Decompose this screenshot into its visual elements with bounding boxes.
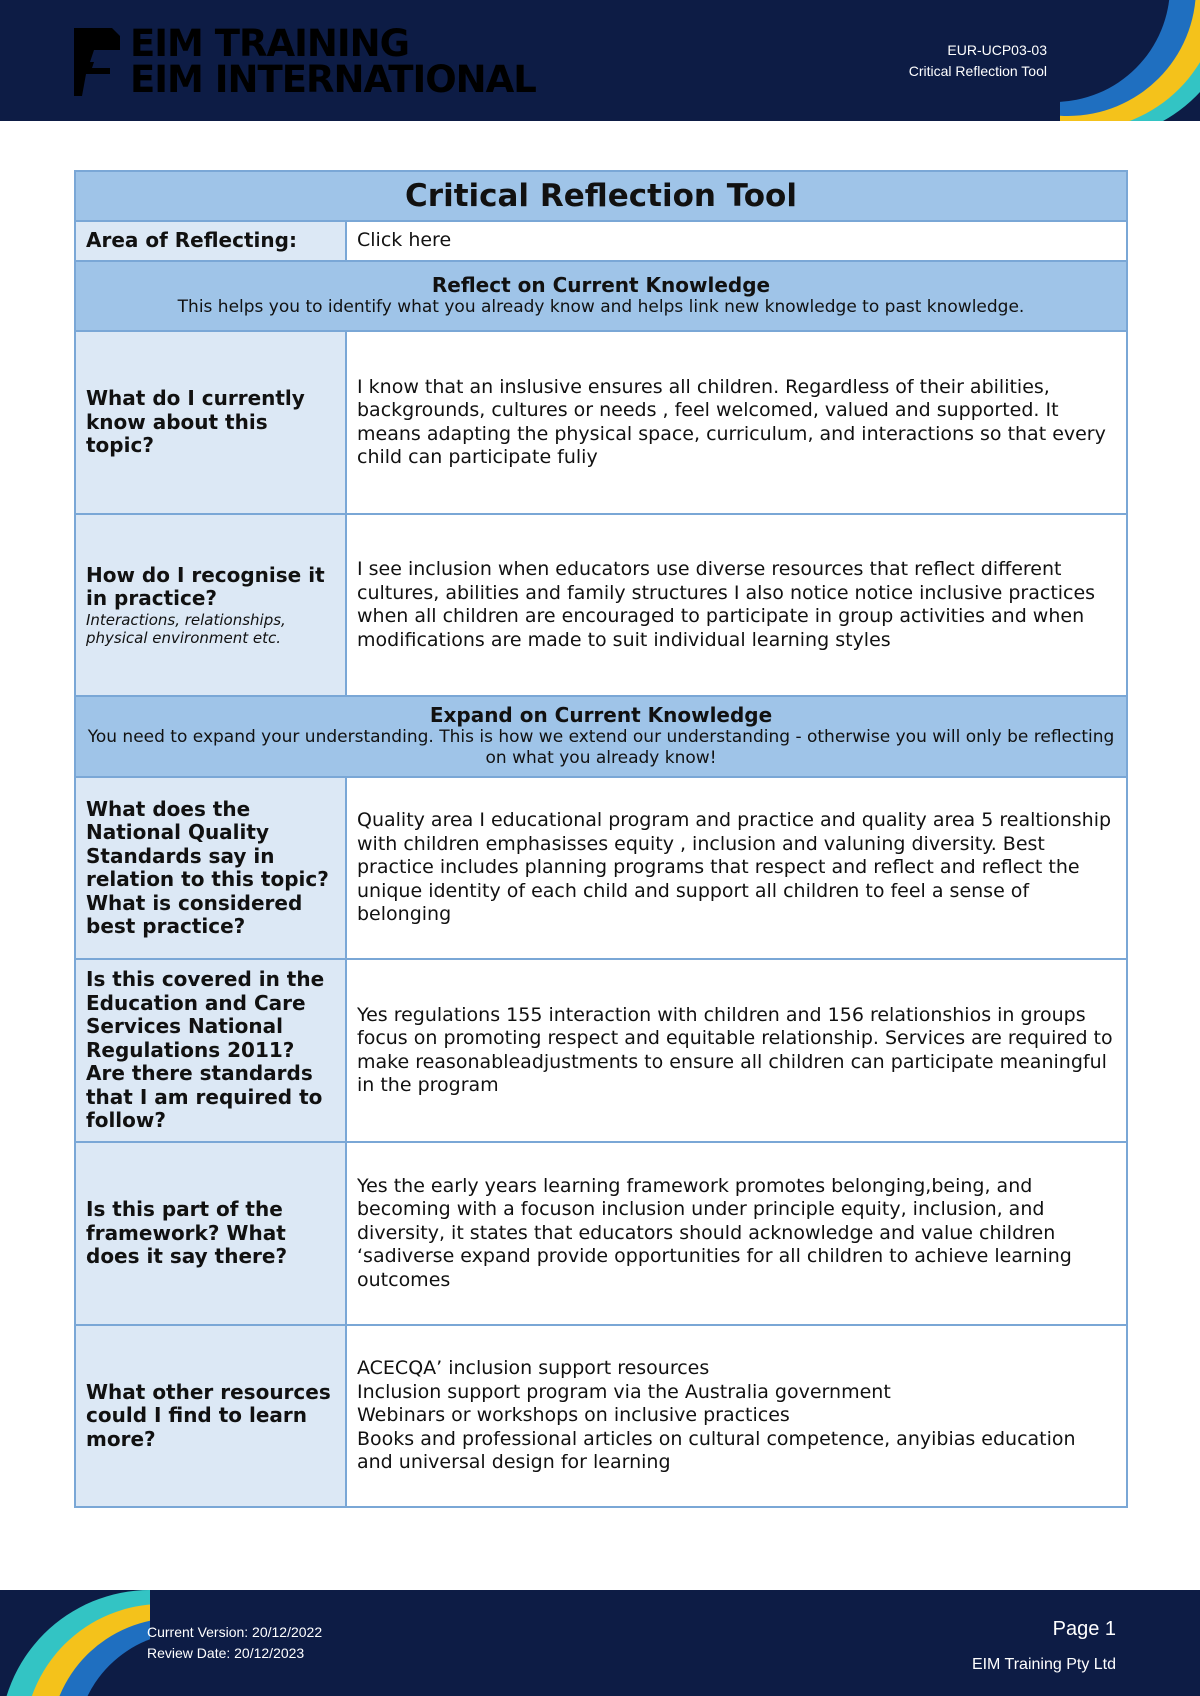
page-number: Page 1	[1052, 1618, 1116, 1640]
section-expand	[75, 696, 1127, 777]
eim-logo-mark-icon	[74, 28, 120, 96]
review-date: Review Date: 20/12/2023	[147, 1645, 305, 1661]
company-name: EIM Training Pty Ltd	[971, 1656, 1116, 1673]
question-national-quality-standards: What does the National Quality Standards say in relation to this topic? What is considered best practice?	[75, 777, 346, 959]
document-title: Critical Reflection Tool	[908, 63, 1047, 79]
section-reflect-subtitle: This helps you to identify what you already know and helps link new knowledge to past knowledge.	[177, 297, 1025, 317]
area-input[interactable]: Click here	[346, 221, 1127, 261]
section-expand-subtitle: You need to expand your understanding. This is how we extend our understanding - otherwise you will only be reflecting on what you already know!	[87, 727, 1115, 768]
form-title: Critical Reflection Tool	[75, 171, 1127, 221]
version-info	[147, 1622, 322, 1664]
area-label: Area of Reflecting:	[75, 221, 346, 261]
question-framework: Is this part of the framework? What does it say there?	[75, 1142, 346, 1325]
question-recognise-practice-label: How do I recognise it in practice?	[86, 562, 325, 610]
section-reflect	[75, 261, 1127, 331]
question-other-resources: What other resources could I find to learn more?	[75, 1325, 346, 1507]
answer-recognise-practice[interactable]: I see inclusion when educators use diverse resources that reflect different cultures, abilities and family structures I also notice notice inclusive practices when all children are encouraged to participate in group activities and when modifications are made to suit individual learning styles	[346, 514, 1127, 696]
current-version: Current Version: 20/12/2022	[147, 1624, 323, 1640]
logo-line-1: EIM TRAINING	[130, 22, 409, 65]
document-reference	[909, 40, 1047, 82]
eim-logo	[74, 22, 536, 101]
page-footer	[0, 1590, 1200, 1696]
answer-national-quality-standards[interactable]: Quality area I educational program and practice and quality area 5 realtionship with children emphasisses equity , inclusion and valuning diversity. Best practice includes planning programs that respect and reflect and reflect the unique identity of each child and support all children to feel a sense of belonging	[346, 777, 1127, 959]
answer-framework[interactable]: Yes the early years learning framework promotes belonging,being, and becoming with a focuson inclusion under principle equity, inclusion, and diversity, it states that educators should acknowledge and value children ‘sadiverse expand provide opportunities for all children to achieve learning outcomes	[346, 1142, 1127, 1325]
question-national-regulations: Is this covered in the Education and Care Services National Regulations 2011? Are there standards that I am required to follow?	[75, 959, 346, 1142]
section-reflect-title: Reflect on Current Knowledge	[431, 273, 771, 297]
question-recognise-practice-hint: Interactions, relationships, physical environment etc.	[86, 610, 286, 647]
document-code: EUR-UCP03-03	[947, 42, 1047, 58]
logo-line-2: EIM INTERNATIONAL	[130, 58, 536, 101]
page-header	[0, 0, 1200, 121]
answer-current-knowledge[interactable]: I know that an inslusive ensures all children. Regardless of their abilities, backgrounds, cultures or needs , feel welcomed, valued and supported. It means adapting the physical space, curriculum, and interactions so that every child can participate fuliy	[346, 331, 1127, 514]
question-recognise-practice	[75, 514, 346, 696]
question-current-knowledge: What do I currently know about this topic?	[75, 331, 346, 514]
section-expand-title: Expand on Current Knowledge	[429, 703, 773, 727]
answer-other-resources[interactable]: ACECQA’ inclusion support resources Inclusion support program via the Australia government Webinars or workshops on inclusive practices Books and professional articles on cultural competence, anyibias education and universal design for learning	[346, 1325, 1127, 1507]
critical-reflection-table	[74, 170, 1128, 1508]
answer-national-regulations[interactable]: Yes regulations 155 interaction with children and 156 relationshios in groups focus on promoting respect and equitable relationship. Services are required to make reasonableadjustments to ensure all children can participate meaningful in the program	[346, 959, 1127, 1142]
header-arcs-icon	[1060, 0, 1200, 121]
footer-arcs-icon	[0, 1590, 150, 1696]
